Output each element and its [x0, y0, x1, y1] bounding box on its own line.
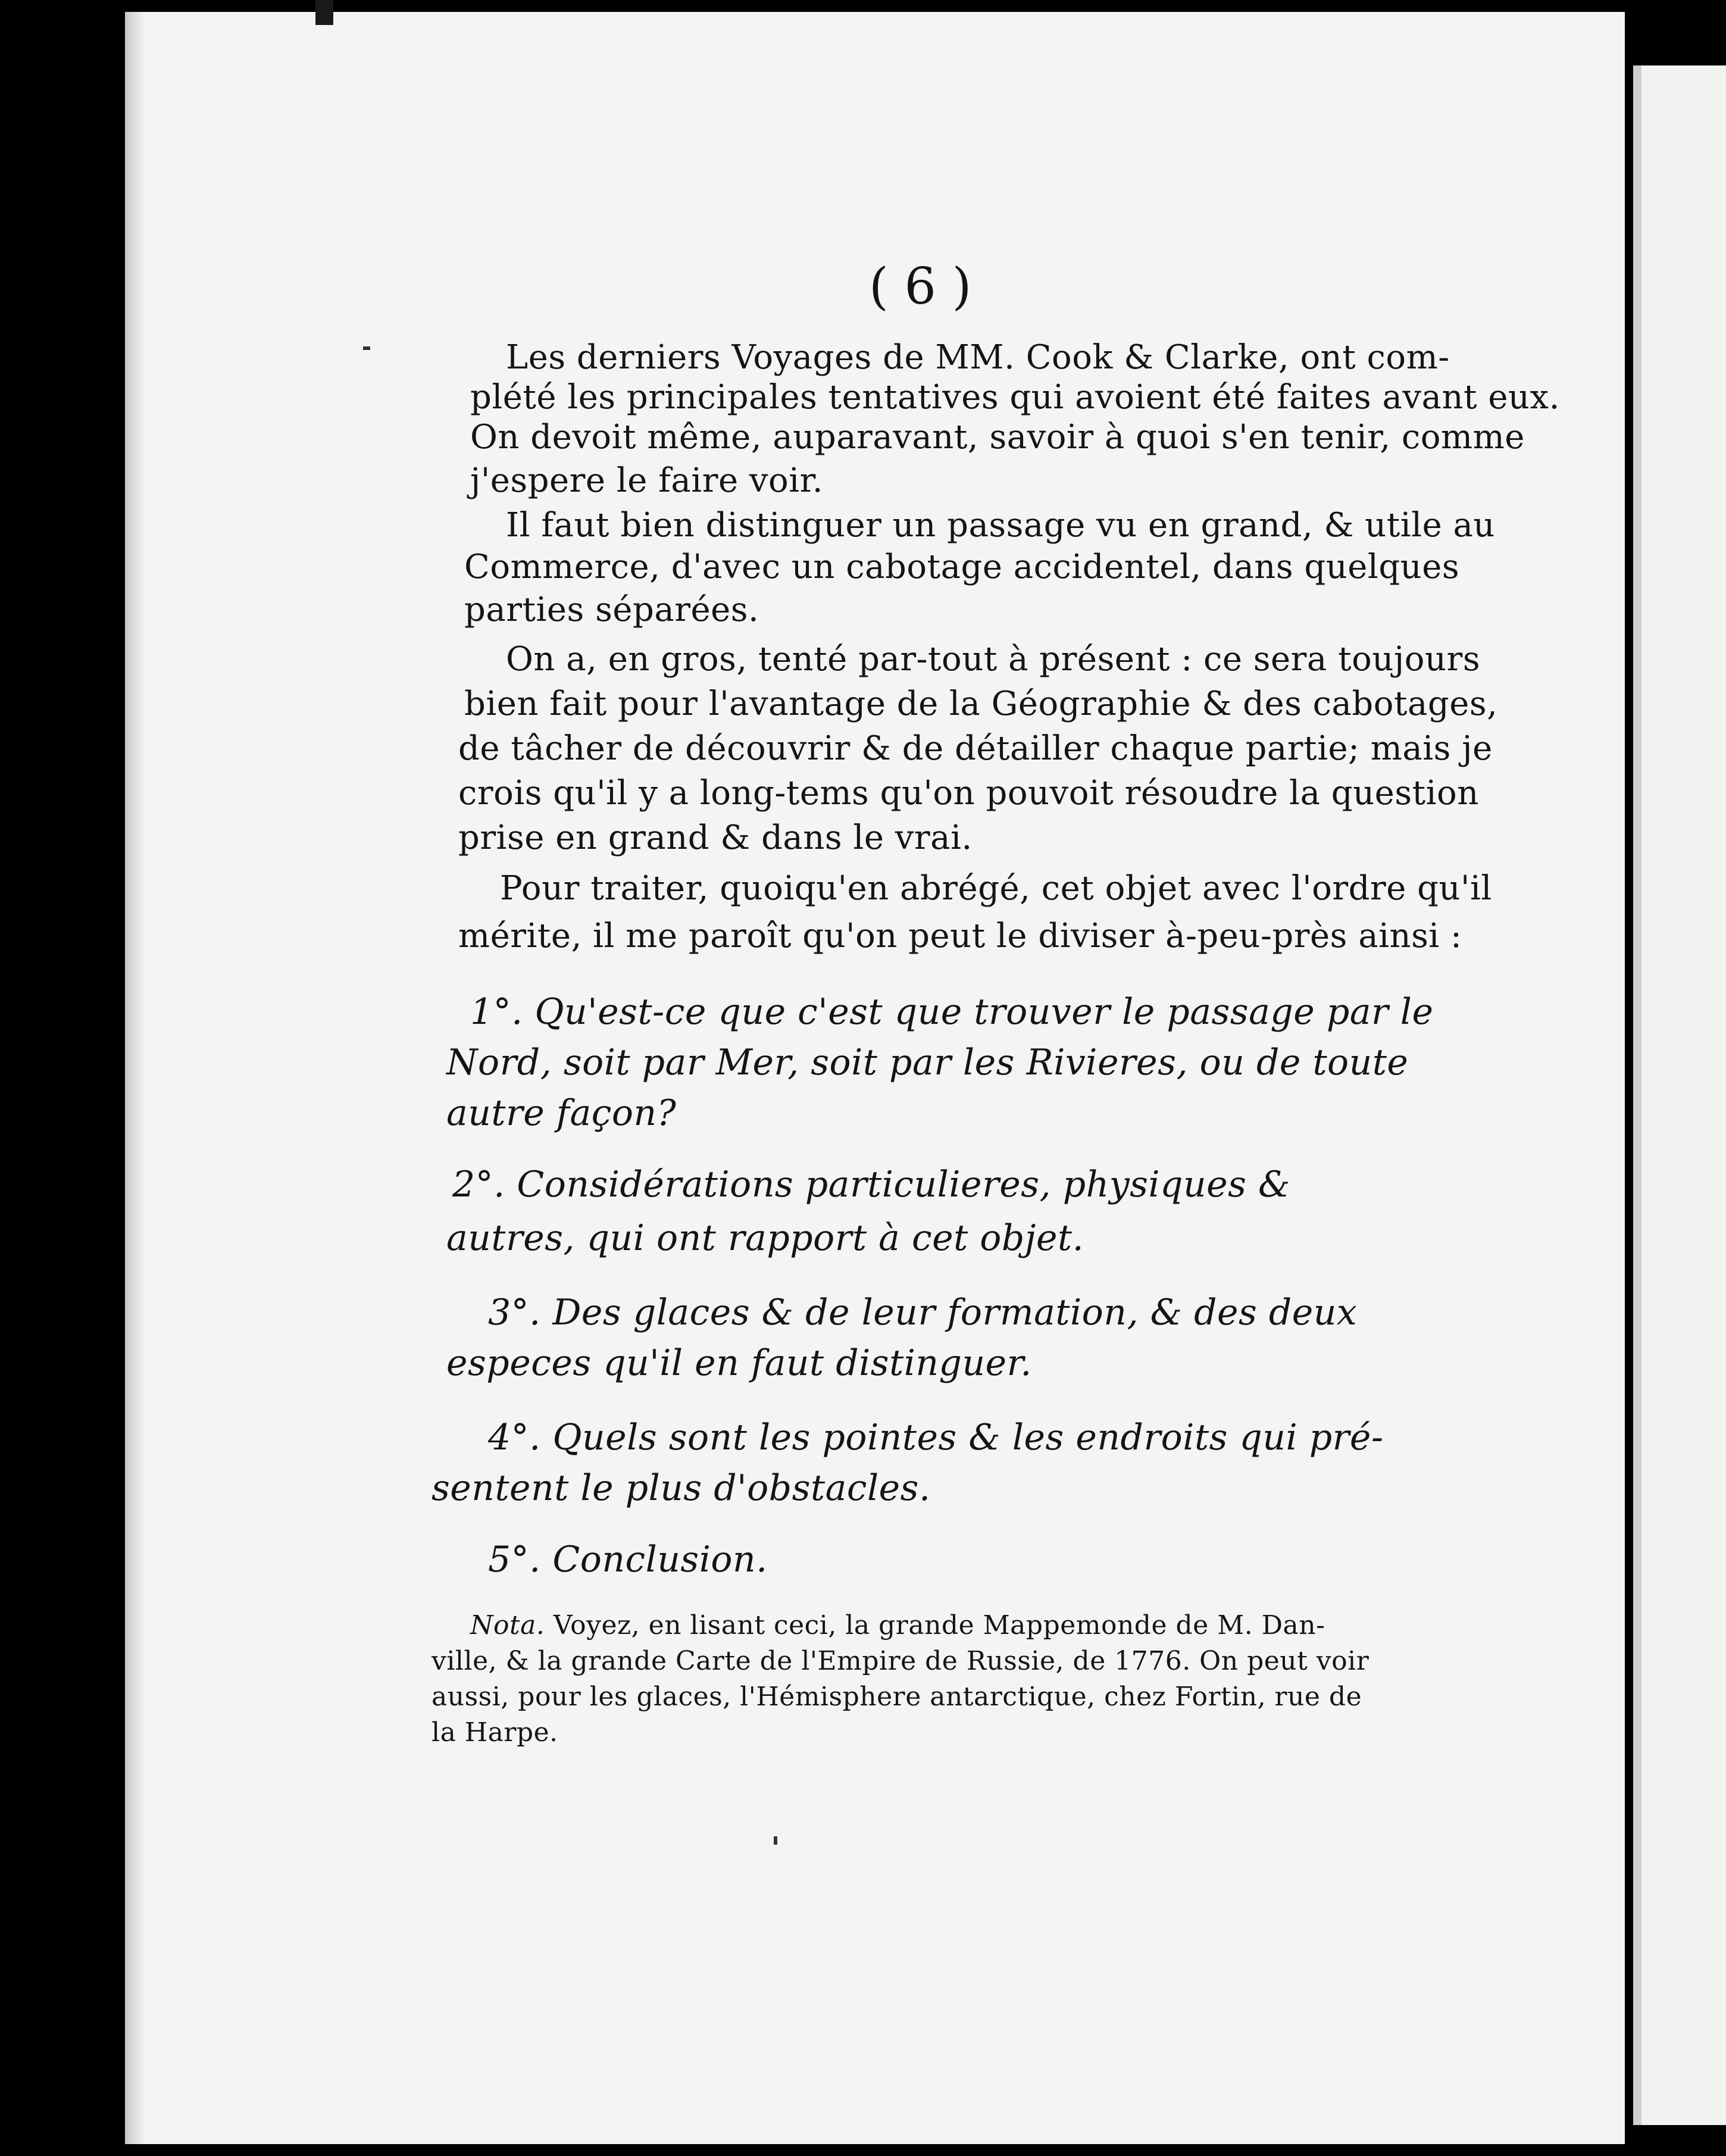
footnote-line: la Harpe.: [432, 1717, 558, 1748]
text-line: parties séparées.: [464, 590, 759, 629]
text-line: Pour traiter, quoiqu'en abrégé, cet objet avec l'ordre qu'il: [500, 869, 1492, 908]
text-line: bien fait pour l'avantage de la Géographie & des cabotages,: [464, 685, 1498, 723]
scan-mark: [315, 0, 333, 25]
list-item-line: Nord, soit par Mer, soit par les Rivieres, ou de toute: [446, 1042, 1409, 1083]
footnote-line: [470, 1610, 1726, 1641]
page-edge-shadow: [125, 12, 145, 2144]
list-item-line: especes qu'il en faut distinguer.: [446, 1342, 1032, 1384]
footnote-label: Nota.: [470, 1610, 545, 1641]
footnote-text: Voyez, en lisant ceci, la grande Mappemonde de M. Dan-: [545, 1610, 1325, 1641]
text-line: j'espere le faire voir.: [470, 461, 824, 500]
list-item-line: 1°. Qu'est-ce que c'est que trouver le passage par le: [470, 991, 1434, 1033]
text-line: prise en grand & dans le vrai.: [458, 818, 973, 857]
text-line: crois qu'il y a long-tems qu'on pouvoit résoudre la question: [458, 774, 1479, 813]
list-item-line: autres, qui ont rapport à cet objet.: [446, 1217, 1084, 1259]
list-item-line: 5°. Conclusion.: [488, 1539, 768, 1580]
footnote-line: ville, & la grande Carte de l'Empire de Russie, de 1776. On peut voir: [432, 1646, 1369, 1676]
footnote-line: aussi, pour les glaces, l'Hémisphere antarctique, chez Fortin, rue de: [432, 1682, 1362, 1712]
ink-speck: [774, 1836, 777, 1845]
text-line: mérite, il me paroît qu'on peut le diviser à-peu-près ainsi :: [458, 917, 1462, 955]
list-item-line: sentent le plus d'obstacles.: [432, 1467, 931, 1509]
text-line: de tâcher de découvrir & de détailler chaque partie; mais je: [458, 729, 1493, 768]
text-line: On devoit même, auparavant, savoir à quoi s'en tenir, comme: [470, 418, 1525, 457]
list-item-line: autre façon?: [446, 1092, 677, 1134]
text-line: Il faut bien distinguer un passage vu en grand, & utile au: [506, 506, 1495, 545]
page-number: ( 6 ): [869, 257, 972, 315]
ink-speck: [363, 346, 370, 350]
list-item-line: 3°. Des glaces & de leur formation, & des deux: [488, 1292, 1358, 1333]
list-item-line: 4°. Quels sont les pointes & les endroits qui pré-: [488, 1417, 1384, 1458]
text-line: On a, en gros, tenté par-tout à présent : ce sera toujours: [506, 640, 1481, 679]
text-line: plété les principales tentatives qui avoient été faites avant eux.: [470, 378, 1560, 417]
text-line: Commerce, d'avec un cabotage accidentel, dans quelques: [464, 548, 1460, 586]
text-line: Les derniers Voyages de MM. Cook & Clarke, ont com-: [506, 338, 1450, 377]
list-item-line: 2°. Considérations particulieres, physiques &: [452, 1164, 1290, 1205]
